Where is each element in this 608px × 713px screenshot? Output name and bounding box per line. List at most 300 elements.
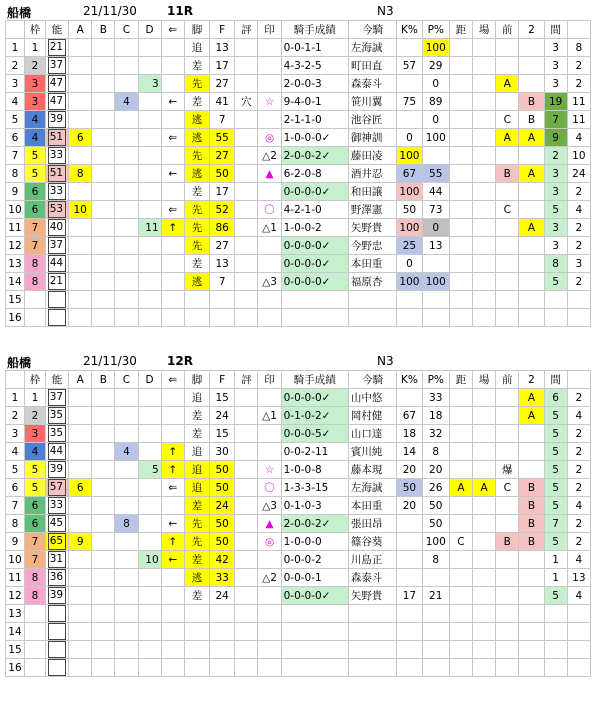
col-c-cell [115, 147, 138, 165]
style-cell: 先 [184, 515, 209, 533]
interval-2-cell: 4 [567, 201, 590, 219]
p-pct-cell: 0 [422, 219, 449, 237]
course-cell [473, 641, 496, 659]
f-value-cell: 41 [210, 93, 235, 111]
waku-cell: 5 [24, 461, 45, 479]
ability-cell [45, 659, 68, 677]
mark-cell [258, 605, 281, 623]
col-d-cell [138, 425, 161, 443]
mark-cell: △2 [258, 147, 281, 165]
col-d-cell [138, 291, 161, 309]
col-c-cell [115, 111, 138, 129]
col-a-cell [69, 255, 92, 273]
prev-cell [496, 219, 519, 237]
ability-value: 65 [48, 533, 66, 550]
mark-cell [258, 183, 281, 201]
waku-cell: 2 [24, 57, 45, 75]
col-b-cell [92, 309, 115, 327]
k-pct-cell: 50 [397, 201, 422, 219]
table-row [6, 497, 591, 515]
rating-cell [235, 57, 258, 75]
arrow-cell [161, 605, 184, 623]
col-b-cell [92, 659, 115, 677]
table-row [6, 309, 591, 327]
col-d-cell [138, 147, 161, 165]
arrow-cell: ← [161, 93, 184, 111]
second-cell: B [519, 515, 544, 533]
distance-cell [449, 237, 472, 255]
style-cell: 先 [184, 237, 209, 255]
course-cell: A [473, 479, 496, 497]
header-interval-2 [567, 21, 590, 39]
f-value-cell [210, 659, 235, 677]
header-waku: 枠 [24, 371, 45, 389]
col-c-cell [115, 641, 138, 659]
mark-cell [258, 237, 281, 255]
header-interval: 間 [544, 21, 567, 39]
second-cell [519, 587, 544, 605]
p-pct-cell [422, 659, 449, 677]
waku-cell [24, 659, 45, 677]
prev-cell [496, 389, 519, 407]
f-value-cell: 86 [210, 219, 235, 237]
col-b-cell [92, 273, 115, 291]
jockey-record-cell: 0-0-0-0✓ [281, 237, 348, 255]
p-pct-cell: 18 [422, 407, 449, 425]
row-no-cell: 7 [6, 147, 25, 165]
style-cell [184, 291, 209, 309]
table-row [6, 255, 591, 273]
p-pct-cell [422, 147, 449, 165]
col-b-cell [92, 389, 115, 407]
rating-cell [235, 201, 258, 219]
arrow-cell [161, 57, 184, 75]
p-pct-cell: 100 [422, 273, 449, 291]
k-pct-cell: 0 [397, 255, 422, 273]
ability-value [48, 309, 66, 326]
f-value-cell [210, 623, 235, 641]
prev-cell [496, 641, 519, 659]
mark-cell: △3 [258, 497, 281, 515]
col-a-cell [69, 57, 92, 75]
header-p-pct: P% [422, 371, 449, 389]
arrow-cell: ← [161, 515, 184, 533]
col-a-cell [69, 219, 92, 237]
waku-cell: 8 [24, 569, 45, 587]
col-c-cell [115, 57, 138, 75]
prev-cell [496, 39, 519, 57]
ability-cell [45, 641, 68, 659]
table-row [6, 147, 591, 165]
jockey-record-cell [281, 605, 348, 623]
col-a-cell [69, 461, 92, 479]
interval-cell: 5 [544, 443, 567, 461]
race-table [5, 20, 591, 327]
header-jockey-record: 騎手成績 [281, 371, 348, 389]
arrow-cell: ← [161, 551, 184, 569]
col-a-cell [69, 569, 92, 587]
mark-cell [258, 587, 281, 605]
course-cell [473, 389, 496, 407]
style-cell: 逃 [184, 111, 209, 129]
jockey-record-cell: 1-3-3-15 [281, 479, 348, 497]
rating-cell [235, 75, 258, 93]
arrow-cell [161, 497, 184, 515]
col-d-cell [138, 273, 161, 291]
header-rating: 評 [235, 371, 258, 389]
distance-cell [449, 551, 472, 569]
distance-cell [449, 407, 472, 425]
course-cell [473, 309, 496, 327]
table-row [6, 407, 591, 425]
ability-cell [45, 389, 68, 407]
waku-cell: 4 [24, 443, 45, 461]
p-pct-cell: 100 [422, 533, 449, 551]
header-row [6, 371, 591, 389]
col-d-cell [138, 623, 161, 641]
jockey-cell: 賓川純 [348, 443, 396, 461]
header-interval: 間 [544, 371, 567, 389]
distance-cell [449, 75, 472, 93]
jockey-cell [348, 309, 396, 327]
course-cell [473, 273, 496, 291]
arrow-cell [161, 111, 184, 129]
ability-value: 33 [48, 183, 66, 200]
k-pct-cell [397, 551, 422, 569]
f-value-cell: 24 [210, 407, 235, 425]
interval-cell: 8 [544, 255, 567, 273]
col-b-cell [92, 291, 115, 309]
ability-value [48, 659, 66, 676]
col-d-cell [138, 587, 161, 605]
second-cell: B [519, 111, 544, 129]
ability-cell [45, 165, 68, 183]
col-a-cell [69, 75, 92, 93]
col-c-cell [115, 309, 138, 327]
mark-cell [258, 291, 281, 309]
f-value-cell: 30 [210, 443, 235, 461]
jockey-cell [348, 605, 396, 623]
second-cell: A [519, 129, 544, 147]
style-cell: 差 [184, 551, 209, 569]
interval-2-cell: 2 [567, 443, 590, 461]
interval-2-cell: 4 [567, 129, 590, 147]
distance-cell: C [449, 533, 472, 551]
jockey-cell: 藤田凌 [348, 147, 396, 165]
interval-cell: 5 [544, 479, 567, 497]
race-number: 12R [167, 354, 193, 368]
header-interval-2 [567, 371, 590, 389]
header-jockey-record: 騎手成績 [281, 21, 348, 39]
mark-cell [258, 57, 281, 75]
interval-cell [544, 623, 567, 641]
interval-cell: 6 [544, 389, 567, 407]
second-cell: B [519, 533, 544, 551]
jockey-cell: 御神訓 [348, 129, 396, 147]
arrow-cell: ↑ [161, 219, 184, 237]
p-pct-cell [422, 309, 449, 327]
interval-2-cell: 2 [567, 273, 590, 291]
f-value-cell: 17 [210, 57, 235, 75]
col-b-cell [92, 443, 115, 461]
waku-cell: 1 [24, 39, 45, 57]
header-f-value: F [210, 21, 235, 39]
k-pct-cell: 17 [397, 587, 422, 605]
second-cell [519, 569, 544, 587]
distance-cell: A [449, 479, 472, 497]
header-rating: 評 [235, 21, 258, 39]
waku-cell: 6 [24, 497, 45, 515]
distance-cell [449, 515, 472, 533]
jockey-cell: 笹川翼 [348, 93, 396, 111]
k-pct-cell [397, 533, 422, 551]
arrow-cell [161, 587, 184, 605]
prev-cell [496, 551, 519, 569]
header-ability: 能 [45, 371, 68, 389]
ability-cell [45, 255, 68, 273]
course-cell [473, 497, 496, 515]
interval-2-cell: 8 [567, 39, 590, 57]
col-d-cell [138, 515, 161, 533]
interval-cell: 3 [544, 219, 567, 237]
k-pct-cell: 67 [397, 165, 422, 183]
rating-cell [235, 291, 258, 309]
ability-cell [45, 57, 68, 75]
interval-cell: 2 [544, 147, 567, 165]
p-pct-cell: 55 [422, 165, 449, 183]
mark-cell [258, 659, 281, 677]
col-b-cell [92, 515, 115, 533]
distance-cell [449, 165, 472, 183]
jockey-cell [348, 291, 396, 309]
style-cell [184, 309, 209, 327]
interval-cell: 3 [544, 165, 567, 183]
arrow-cell: ↑ [161, 443, 184, 461]
p-pct-cell: 26 [422, 479, 449, 497]
k-pct-cell: 100 [397, 183, 422, 201]
table-row [6, 587, 591, 605]
mark-cell [258, 551, 281, 569]
table-row [6, 39, 591, 57]
col-c-cell [115, 39, 138, 57]
rating-cell [235, 605, 258, 623]
header-course: 場 [473, 371, 496, 389]
ability-value: 33 [48, 147, 66, 164]
arrow-cell: ← [161, 165, 184, 183]
col-a-cell [69, 39, 92, 57]
style-cell: 差 [184, 587, 209, 605]
col-d-cell: 11 [138, 219, 161, 237]
rating-cell [235, 39, 258, 57]
jockey-cell: 左海誠 [348, 39, 396, 57]
f-value-cell: 55 [210, 129, 235, 147]
interval-2-cell: 4 [567, 407, 590, 425]
style-cell: 先 [184, 201, 209, 219]
row-no-cell: 4 [6, 443, 25, 461]
p-pct-cell: 8 [422, 551, 449, 569]
rating-cell [235, 587, 258, 605]
col-b-cell [92, 75, 115, 93]
interval-2-cell: 2 [567, 75, 590, 93]
jockey-cell: 酒井忍 [348, 165, 396, 183]
col-a-cell [69, 147, 92, 165]
distance-cell [449, 461, 472, 479]
col-b-cell [92, 605, 115, 623]
interval-cell: 3 [544, 57, 567, 75]
header-course: 場 [473, 21, 496, 39]
col-d-cell [138, 201, 161, 219]
mark-cell: △1 [258, 219, 281, 237]
col-d-cell [138, 93, 161, 111]
ability-value: 45 [48, 515, 66, 532]
k-pct-cell [397, 39, 422, 57]
f-value-cell: 15 [210, 389, 235, 407]
col-d-cell: 10 [138, 551, 161, 569]
prev-cell [496, 255, 519, 273]
second-cell [519, 201, 544, 219]
mark-cell: 〇 [258, 201, 281, 219]
distance-cell [449, 93, 472, 111]
rating-cell: 穴 [235, 93, 258, 111]
mark-cell: △3 [258, 273, 281, 291]
style-cell: 差 [184, 407, 209, 425]
table-row [6, 219, 591, 237]
interval-2-cell [567, 641, 590, 659]
waku-cell: 4 [24, 129, 45, 147]
p-pct-cell: 0 [422, 75, 449, 93]
distance-cell [449, 255, 472, 273]
course-cell [473, 255, 496, 273]
interval-2-cell: 10 [567, 147, 590, 165]
interval-2-cell: 2 [567, 461, 590, 479]
interval-2-cell [567, 659, 590, 677]
col-c-cell [115, 273, 138, 291]
distance-cell [449, 147, 472, 165]
row-no-cell: 15 [6, 641, 25, 659]
header-style: 脚 [184, 21, 209, 39]
interval-2-cell: 11 [567, 111, 590, 129]
rating-cell [235, 237, 258, 255]
style-cell: 逃 [184, 165, 209, 183]
header-distance: 距 [449, 21, 472, 39]
distance-cell [449, 389, 472, 407]
second-cell [519, 75, 544, 93]
interval-2-cell: 2 [567, 389, 590, 407]
header-row-no [6, 21, 25, 39]
distance-cell [449, 129, 472, 147]
col-b-cell [92, 201, 115, 219]
col-a-cell [69, 273, 92, 291]
distance-cell [449, 39, 472, 57]
col-d-cell [138, 237, 161, 255]
jockey-record-cell: 0-0-0-0✓ [281, 587, 348, 605]
ability-cell [45, 407, 68, 425]
jockey-cell [348, 623, 396, 641]
course-cell [473, 569, 496, 587]
jockey-record-cell: 1-0-0-0 [281, 533, 348, 551]
jockey-cell: 和田譲 [348, 183, 396, 201]
col-b-cell [92, 407, 115, 425]
col-c-cell [115, 623, 138, 641]
interval-2-cell: 13 [567, 569, 590, 587]
row-no-cell: 2 [6, 407, 25, 425]
jockey-cell: 本田重 [348, 255, 396, 273]
jockey-cell: 矢野貴 [348, 587, 396, 605]
k-pct-cell [397, 605, 422, 623]
p-pct-cell: 29 [422, 57, 449, 75]
interval-2-cell [567, 605, 590, 623]
prev-cell [496, 425, 519, 443]
row-no-cell: 13 [6, 255, 25, 273]
col-b-cell [92, 39, 115, 57]
interval-cell: 5 [544, 587, 567, 605]
header-distance: 距 [449, 371, 472, 389]
jockey-record-cell [281, 291, 348, 309]
waku-cell: 6 [24, 183, 45, 201]
course-cell [473, 551, 496, 569]
interval-2-cell: 2 [567, 237, 590, 255]
arrow-cell [161, 569, 184, 587]
ability-cell [45, 147, 68, 165]
table-row [6, 443, 591, 461]
distance-cell [449, 219, 472, 237]
col-b-cell [92, 129, 115, 147]
rating-cell [235, 623, 258, 641]
prev-cell [496, 515, 519, 533]
ability-value: 44 [48, 443, 66, 460]
k-pct-cell: 20 [397, 497, 422, 515]
mark-cell: 〇 [258, 479, 281, 497]
col-d-cell [138, 39, 161, 57]
arrow-cell [161, 407, 184, 425]
col-a-cell [69, 389, 92, 407]
interval-2-cell [567, 309, 590, 327]
table-row [6, 129, 591, 147]
mark-cell [258, 641, 281, 659]
waku-cell [24, 605, 45, 623]
prev-cell [496, 623, 519, 641]
style-cell: 先 [184, 147, 209, 165]
header-arrow: ⇐ [161, 371, 184, 389]
interval-cell: 3 [544, 237, 567, 255]
jockey-cell: 藤本現 [348, 461, 396, 479]
rating-cell [235, 461, 258, 479]
header-mark: 印 [258, 371, 281, 389]
col-d-cell [138, 497, 161, 515]
p-pct-cell: 33 [422, 389, 449, 407]
distance-cell [449, 659, 472, 677]
row-no-cell: 3 [6, 425, 25, 443]
course-cell [473, 111, 496, 129]
interval-2-cell: 2 [567, 479, 590, 497]
table-row [6, 165, 591, 183]
race-sheet-11r [5, 2, 591, 327]
ability-value [48, 641, 66, 658]
second-cell: B [519, 93, 544, 111]
col-a-cell [69, 641, 92, 659]
interval-cell: 3 [544, 75, 567, 93]
arrow-cell [161, 389, 184, 407]
k-pct-cell: 50 [397, 479, 422, 497]
prev-cell [496, 659, 519, 677]
distance-cell [449, 309, 472, 327]
col-c-cell [115, 551, 138, 569]
row-no-cell: 8 [6, 165, 25, 183]
k-pct-cell [397, 309, 422, 327]
prev-cell [496, 605, 519, 623]
prev-cell [496, 273, 519, 291]
header-k-pct: K% [397, 21, 422, 39]
